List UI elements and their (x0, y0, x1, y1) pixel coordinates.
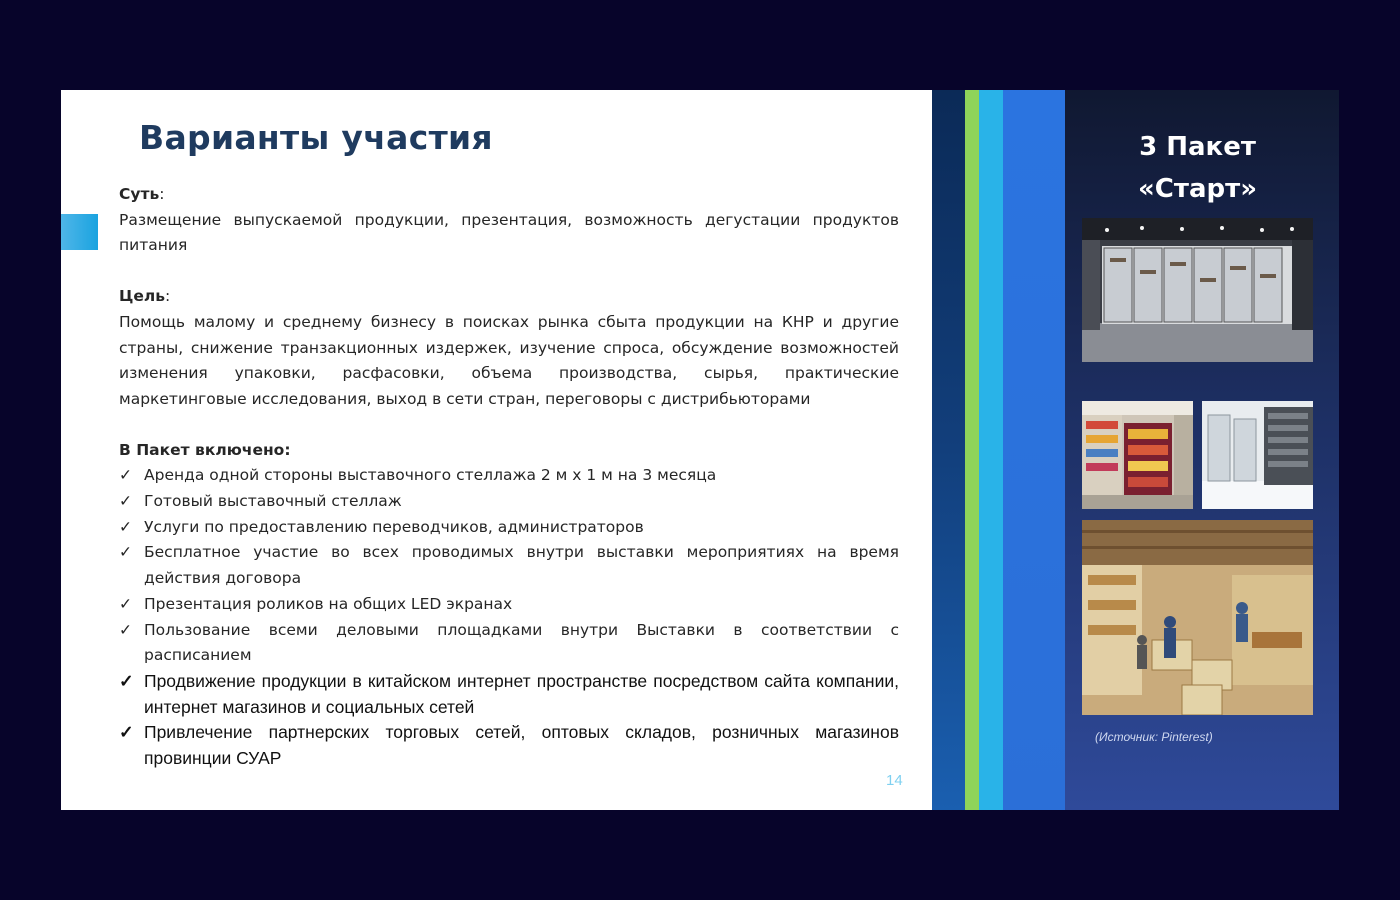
check-icon: ✓ (119, 722, 134, 743)
list-item: ✓ Услуги по предоставлению переводчиков, администраторов (119, 515, 899, 541)
panel-title-line2: «Старт» (1138, 174, 1257, 204)
goal-heading: Цель: (119, 287, 171, 306)
decor-stripe-green (965, 90, 979, 810)
image-source: (Источник: Pinterest) (1095, 730, 1213, 744)
decor-stripe-blue (1003, 90, 1065, 810)
list-item: ✓ Готовый выставочный стеллаж (119, 489, 899, 515)
decor-stripe-cyan (979, 90, 1003, 810)
check-icon: ✓ (119, 670, 134, 691)
check-icon: ✓ (119, 543, 132, 562)
essence-heading: Суть: (119, 185, 165, 203)
check-icon: ✓ (119, 517, 132, 536)
list-item: ✓ Привлечение партнерских торговых сетей, оптовых складов, розничных магазинов провинции СУАР (119, 722, 899, 769)
included-list (119, 463, 899, 771)
goal-label: Цель (119, 287, 166, 306)
check-icon: ✓ (119, 594, 132, 613)
side-panel (1065, 90, 1339, 810)
list-item: ✓ Аренда одной стороны выставочного стеллажа 2 м х 1 м на 3 месяца (119, 463, 899, 489)
check-icon: ✓ (119, 466, 132, 485)
list-item: ✓ Презентация роликов на общих LED экранах (119, 592, 899, 618)
essence-text: Размещение выпускаемой продукции, презентация, возможность дегустации продуктов питания (119, 210, 899, 255)
white-showroom-photo (1202, 401, 1313, 509)
market-photo (1082, 520, 1313, 715)
check-icon: ✓ (119, 620, 132, 639)
goal-text: Помощь малому и среднему бизнесу в поисках рынка сбыта продукции на КНР и другие страны, снижение транзакционных издержек, изучение спроса, обсуждение возможностей изменения упаковки, расфасовки, объема производства, сырья, практические маркетинговые исследования, выход в сети стран, переговоры с дистрибьюторами (119, 312, 899, 408)
included-label: В Пакет включено: (119, 440, 291, 459)
list-item: ✓ Пользование всеми деловыми площадками внутри Выставки в соответствии с расписанием (119, 618, 899, 669)
supermarket-photo (1082, 401, 1193, 509)
decor-stripe-navy (932, 90, 965, 810)
slide-title: Варианты участия (139, 118, 493, 157)
page-number: 14 (886, 772, 903, 789)
showroom-photo (1082, 218, 1313, 362)
accent-square (61, 214, 98, 250)
slide-body (119, 182, 899, 772)
list-item: ✓ Продвижение продукции в китайском интернет пространстве посредством сайта компании, интернет магазинов и социальных сетей (119, 670, 899, 717)
check-icon: ✓ (119, 492, 132, 511)
slide (61, 90, 1339, 810)
list-item: ✓ Бесплатное участие во всех проводимых внутри выставки мероприятиях на время действия договора (119, 540, 899, 591)
essence-label: Суть (119, 185, 160, 203)
panel-title-line1: 3 Пакет (1139, 132, 1256, 162)
panel-title (1065, 126, 1330, 210)
